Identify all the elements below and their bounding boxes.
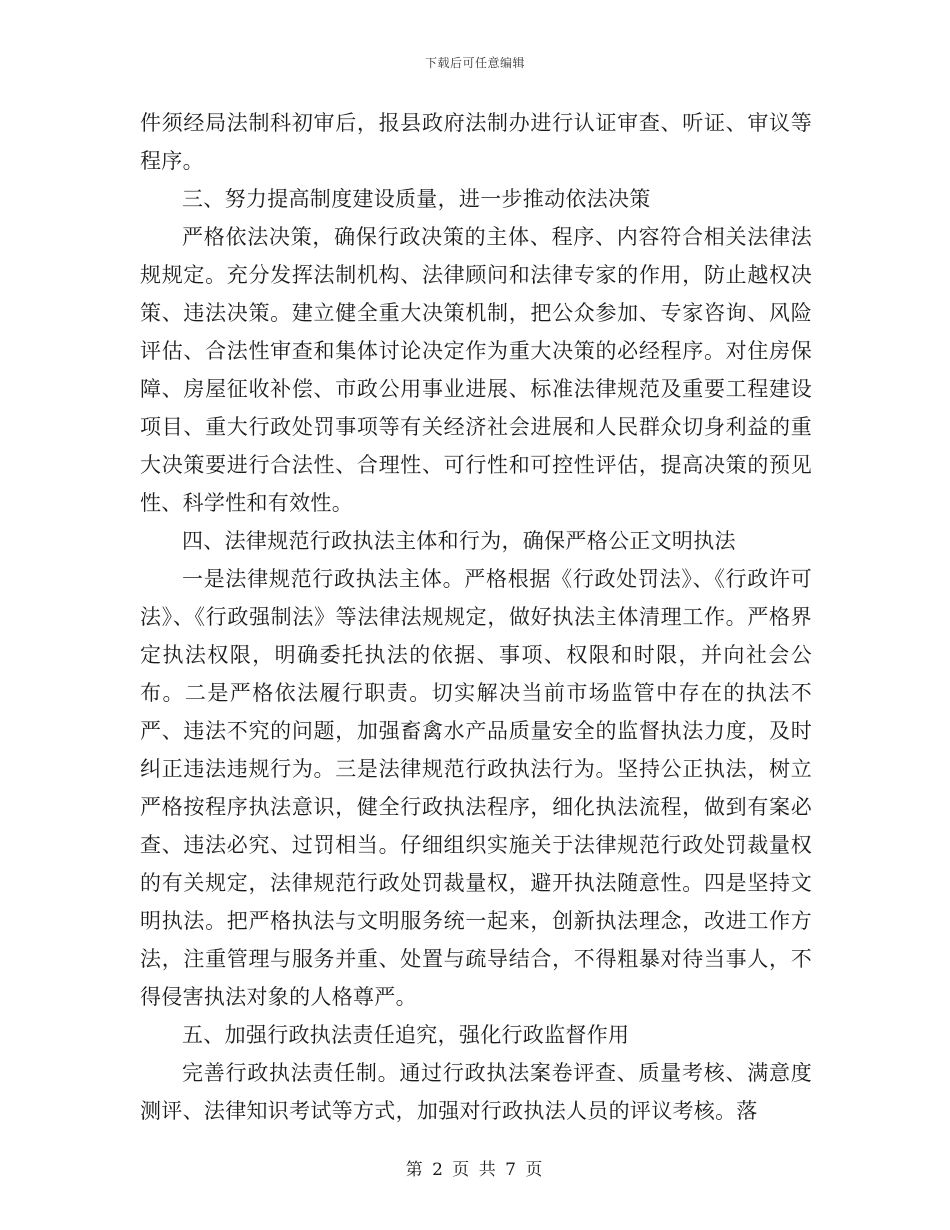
section-heading-3: 三、努力提高制度建设质量，进一步推动依法决策 [182,187,651,211]
paragraph-responsibility: 完善行政执法责任制。通过行政执法案卷评查、质量考核、满意度测评、法律知识考试等方式，加强对行政执法人员的评议考核。落 [140,1061,812,1123]
section-heading-4: 四、法律规范行政执法主体和行为，确保严格公正文明执法 [182,529,736,553]
document-body [140,104,812,1130]
paragraph-enforcement: 一是法律规范行政执法主体。严格根据《行政处罚法》、《行政许可法》、《行政强制法》等法律法规规定，做好执法主体清理工作。严格界定执法权限，明确委托执法的依据、事项、权限和时限，并向社会公布。二是严格依法履行职责。切实解决当前市场监管中存在的执法不严、违法不究的问题，加强畜禽水产品质量安全的监督执法力度，及时纠正违法违规行为。三是法律规范行政执法行为。坚持公正执法，树立严格按程序执法意识，健全行政执法程序，细化执法流程，做到有案必查、违法必究、过罚相当。仔细组织实施关于法律规范行政处罚裁量权的有关规定，法律规范行政处罚裁量权，避开执法随意性。四是坚持文明执法。把严格执法与文明服务统一起来，创新执法理念，改进工作方法，注重管理与服务并重、处置与疏导结合，不得粗暴对待当事人，不得侵害执法对象的人格尊严。 [140,567,812,1009]
page-number-footer: 第 2 页 共 7 页 [405,1160,545,1180]
section-heading-5: 五、加强行政执法责任追究，强化行政监督作用 [182,1023,630,1047]
paragraph-decision: 严格依法决策，确保行政决策的主体、程序、内容符合相关法律法规规定。充分发挥法制机构、法律顾问和法律专家的作用，防止越权决策、违法决策。建立健全重大决策机制，把公众参加、专家咨询、风险评估、合法性审查和集体讨论决定作为重大决策的必经程序。对住房保障、房屋征收补偿、市政公用事业进展、标准法律规范及重要工程建设项目、重大行政处罚事项等有关经济社会进展和人民群众切身利益的重大决策要进行合法性、合理性、可行性和可控性评估，提高决策的预见性、科学性和有效性。 [140,225,812,515]
page-header: 下载后可任意编辑 [424,56,525,70]
paragraph-continuation: 件须经局法制科初审后，报县政府法制办进行认证审查、听证、审议等程序。 [140,111,812,173]
